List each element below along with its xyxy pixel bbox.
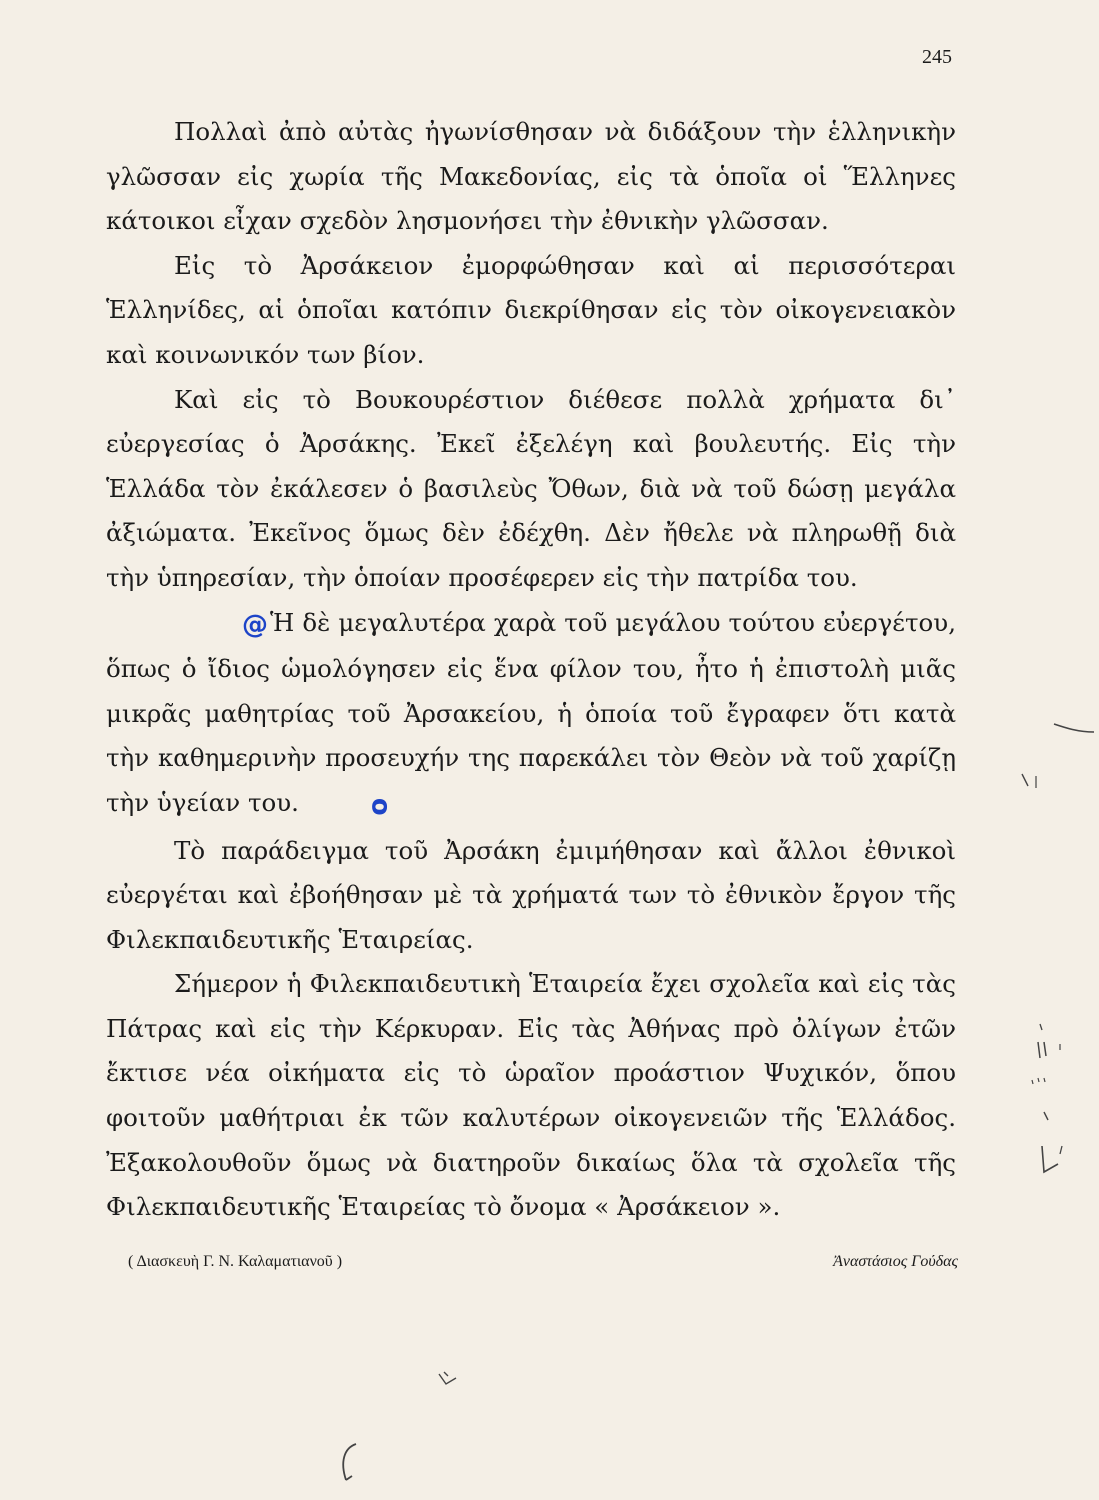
adaptation-credit: ( Διασκευὴ Γ. Ν. Καλαματιανοῦ )	[128, 1253, 343, 1270]
margin-scribble-dash-icon	[1052, 718, 1096, 738]
page-number: 245	[922, 46, 952, 68]
bottom-scribble-small-icon	[436, 1370, 460, 1390]
paragraph-2: Εἰς τὸ Ἀρσάκειον ἐμορφώθησαν καὶ αἱ περισσότεραι Ἑλληνίδες, αἱ ὁποῖαι κατόπιν διεκρίθησαν εἰς τὸν οἰκογενειακὸν καὶ κοινωνικόν των βίον.	[106, 250, 956, 369]
highlighted-paragraph-text: Ἡ δὲ μεγαλυτέρα χαρὰ τοῦ μεγάλου τούτου εὐεργέτου, ὅπως ὁ ἴδιος ὡμολόγησεν εἰς ἕνα φίλον του, ἦτο ἡ ἐπιστολὴ μιᾶς μικρᾶς μαθητρίας τοῦ Ἀρσακείου, ἡ ὁποία τοῦ ἔγραφεν ὅτι κατὰ τὴν καθημερινὴν προσευχήν της παρεκάλει τὸν Θεὸν νὰ τοῦ χαρίζῃ τὴν ὑγείαν του.	[106, 607, 956, 817]
highlight-end-mark: ᴑ	[370, 790, 389, 821]
paragraph-4-highlighted	[106, 601, 956, 829]
paragraph-6: Σήμερον ἡ Φιλεκπαιδευτικὴ Ἑταιρεία ἔχει σχολεῖα καὶ εἰς τὰς Πάτρας καὶ εἰς τὴν Κέρκυραν. Εἰς τὰς Ἀθήνας πρὸ ὀλίγων ἐτῶν ἔκτισε νέα οἰκήματα εἰς τὸ ὡραῖον προάστιον Ψυχικόν, ὅπου φοιτοῦν μαθήτριαι ἐκ τῶν καλυτέρων οἰκογενειῶν τῆς Ἑλλάδος. Ἐξακολουθοῦν ὅμως νὰ διατηροῦν δικαίως ὅλα τὰ σχολεῖα τῆς Φιλεκπαιδευτικῆς Ἑταιρείας τὸ ὄνομα « Ἀρσάκειον ».	[106, 969, 956, 1222]
author-name: Ἀναστάσιος Γούδας	[833, 1253, 958, 1270]
margin-scribble-marks-icon	[1030, 1020, 1070, 1090]
margin-scribble-check-icon	[1036, 1110, 1076, 1190]
margin-scribble-tick-icon	[1018, 770, 1042, 792]
highlight-start-mark: @	[242, 609, 268, 640]
paragraph-5: Τὸ παράδειγμα τοῦ Ἀρσάκη ἐμιμήθησαν καὶ ἄλλοι ἐθνικοὶ εὐεργέται καὶ ἐβοήθησαν μὲ τὰ χρήματά των τὸ ἐθνικὸν ἔργον τῆς Φιλεκπαιδευτικῆς Ἑταιρείας.	[106, 835, 956, 954]
bottom-scribble-hook-icon	[334, 1440, 364, 1486]
paragraph-1: Πολλαὶ ἀπὸ αὐτὰς ἠγωνίσθησαν νὰ διδάξουν τὴν ἑλληνικὴν γλῶσσαν εἰς χωρία τῆς Μακεδονίας, εἰς τὰ ὁποῖα οἱ Ἕλληνες κάτοικοι εἶχαν σχεδὸν λησμονήσει τὴν ἐθνικὴν γλῶσσαν.	[106, 117, 956, 236]
body-text	[106, 110, 956, 1230]
paragraph-3: Καὶ εἰς τὸ Βουκουρέστιον διέθεσε πολλὰ χρήματα δι᾽ εὐεργεσίας ὁ Ἀρσάκης. Ἐκεῖ ἐξελέγη καὶ βουλευτής. Εἰς τὴν Ἑλλάδα τὸν ἐκάλεσεν ὁ βασιλεὺς Ὄθων, διὰ νὰ τοῦ δώσῃ μεγάλα ἀξιώματα. Ἐκεῖνος ὅμως δὲν ἐδέχθη. Δὲν ἤθελε νὰ πληρωθῇ διὰ τὴν ὑπηρεσίαν, τὴν ὁποίαν προσέφερεν εἰς τὴν πατρίδα του.	[106, 384, 956, 592]
